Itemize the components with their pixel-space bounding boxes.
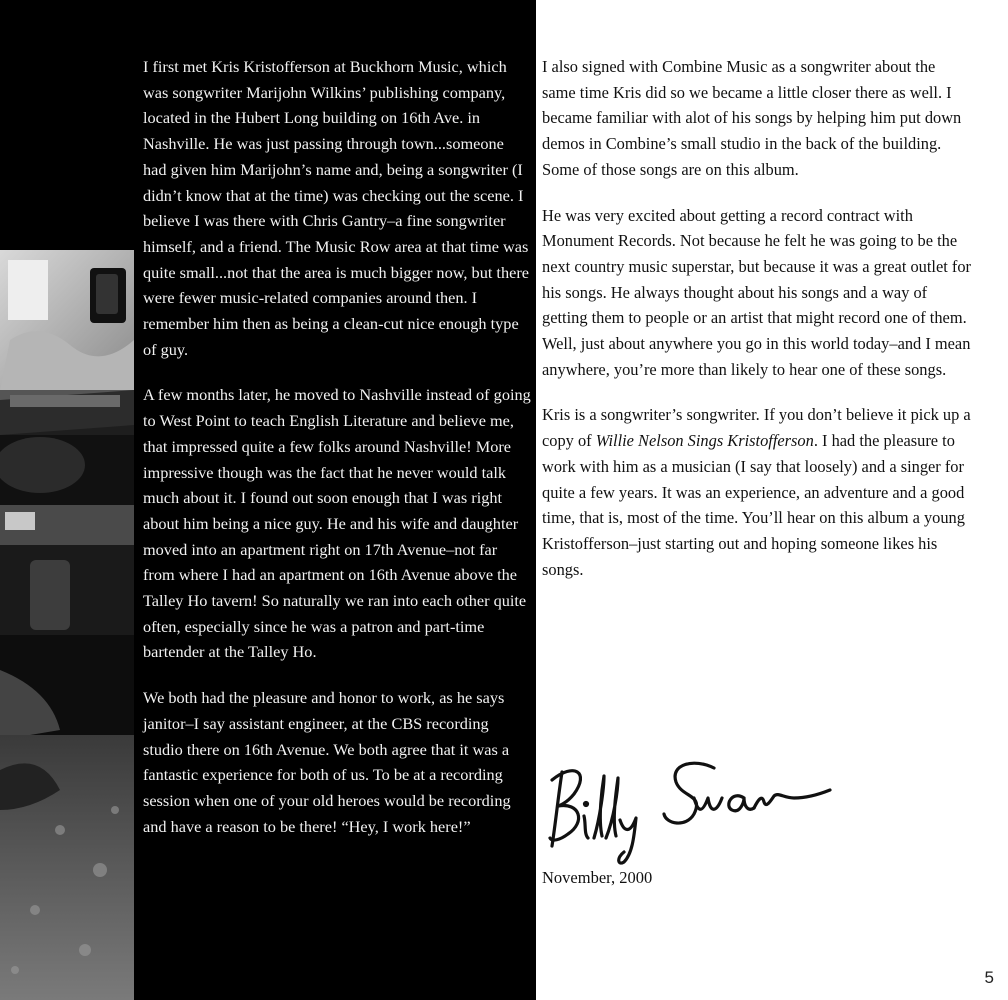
right-paragraph	[542, 402, 972, 582]
right-paragraph: I also signed with Combine Music as a songwriter about the same time Kris did so we became a little closer there as well. I became familiar with alot of his songs by helping him put down demos in Combine’s small studio in the back of the building. Some of those songs are on this album.	[542, 57, 962, 179]
paragraph-text: . I had the pleasure to work with him as a musician (I say that loosely) and a singer for quite a few years. It was an experience, an adventure and a good time, that is, most of the time. You’ll hear on this album a young Kristofferson–just starting out and hoping someone likes his songs.	[542, 431, 965, 579]
left-text-column	[143, 54, 531, 859]
signature-image	[544, 758, 834, 866]
left-paragraph: A few months later, he moved to Nashville instead of going to West Point to teach English Literature and believe me, that impressed quite a few folks around Nashville! More impressive though was the fact that he never would talk much about it. I found out soon enough that I was right about him being a nice guy. He and his wife and daughter moved into an apartment right on 17th Avenue–not far from where I had an apartment on 16th Avenue above the Talley Ho tavern! So naturally we ran into each other quite often, especially since he was a patron and part-time bartender at the Talley Ho.	[143, 385, 531, 662]
signature-date: November, 2000	[542, 868, 653, 887]
right-text-column	[542, 54, 972, 602]
left-paragraph: We both had the pleasure and honor to work, as he says janitor–I say assistant engineer, at the CBS recording studio there on 16th Avenue. We both agree that it was a fantastic experience for both of us. To be at a recording session when one of your old heroes would be recording and have a reason to be there! “Hey, I work here!”	[143, 688, 511, 836]
album-title: Willie Nelson Sings Kristofferson	[595, 431, 814, 451]
left-paragraph: I first met Kris Kristofferson at Buckhorn Music, which was songwriter Marijohn Wilkins’ publishing company, located in the Hubert Long building on 16th Ave. in Nashville. He was just passing through town...someone had given him Marijohn’s name and, being a songwriter (I didn’t know that at the time) was checking out the scene. I believe I was there with Chris Gantry–a fine songwriter himself, and a friend. The Music Row area at that time was quite small...not that the area is much bigger now, but there were fewer music-related companies around then. I remember him then as being a clean-cut nice enough type of guy.	[143, 57, 529, 359]
page-number: 5	[984, 968, 994, 987]
right-paragraph: He was very excited about getting a record contract with Monument Records. Not because he felt he was going to be the next country music superstar, but because it was a great outlet for his songs. He always thought about his songs and a way of getting them to people or an artist that might record one of them. Well, just about anywhere you go in this world today–and I mean anywhere, you’re more than likely to hear one of these songs.	[542, 205, 972, 379]
signature	[544, 758, 834, 866]
studio-photo-image	[0, 250, 134, 1000]
studio-photo	[0, 250, 134, 1000]
paragraph-text: Kris is a songwriter’s songwriter. If you don’t believe it pick up a copy of	[542, 405, 971, 451]
